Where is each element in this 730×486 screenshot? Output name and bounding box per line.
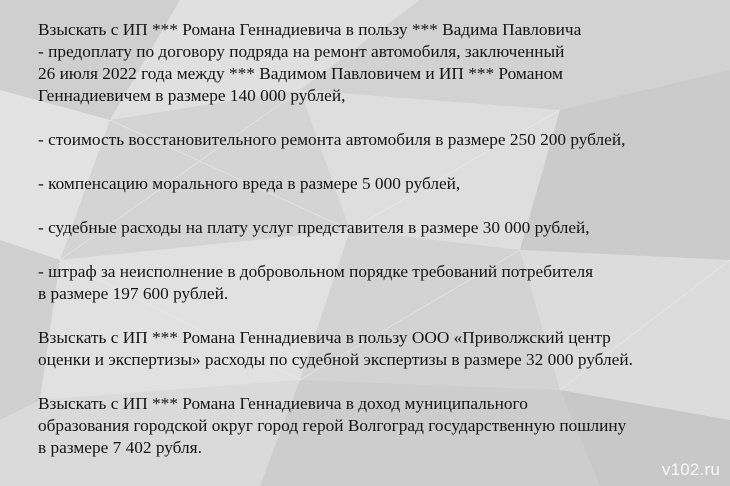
paragraph xyxy=(38,393,718,459)
court-decision-text xyxy=(38,19,718,459)
text-line: в размере 197 600 рублей. xyxy=(38,284,229,303)
text-line: - судебные расходы на плату услуг представителя в размере 30 000 рублей, xyxy=(38,218,590,237)
text-line: оценки и экспертизы» расходы по судебной экспертизы в размере 32 000 рублей. xyxy=(38,350,633,369)
site-watermark: v102.ru xyxy=(661,460,720,479)
text-line: 26 июля 2022 года между *** Вадимом Павловичем и ИП *** Романом xyxy=(38,64,563,83)
text-line: - штраф за неисполнение в добровольном порядке требований потребителя xyxy=(38,262,594,281)
text-line: в размере 7 402 рубля. xyxy=(38,438,202,457)
text-line: Геннадиевичем в размере 140 000 рублей, xyxy=(38,86,346,105)
text-line: - компенсацию морального вреда в размере 5 000 рублей, xyxy=(38,174,461,193)
paragraph xyxy=(38,217,718,239)
paragraph xyxy=(38,261,718,305)
text-line: Взыскать с ИП *** Романа Геннадиевича в пользу ООО «Приволжский центр xyxy=(38,328,611,347)
text-line: Взыскать с ИП *** Романа Геннадиевича в доход муниципального xyxy=(38,394,528,413)
text-line: - предоплату по договору подряда на ремонт автомобиля, заключенный xyxy=(38,42,565,61)
text-line: Взыскать с ИП *** Романа Геннадиевича в пользу *** Вадима Павловича xyxy=(38,20,582,39)
text-line: образования городской округ город герой Волгоград государственную пошлину xyxy=(38,416,627,435)
paragraph xyxy=(38,129,718,151)
paragraph xyxy=(38,173,718,195)
text-line: - стоимость восстановительного ремонта автомобиля в размере 250 200 рублей, xyxy=(38,130,626,149)
paragraph xyxy=(38,327,718,371)
paragraph xyxy=(38,19,718,107)
